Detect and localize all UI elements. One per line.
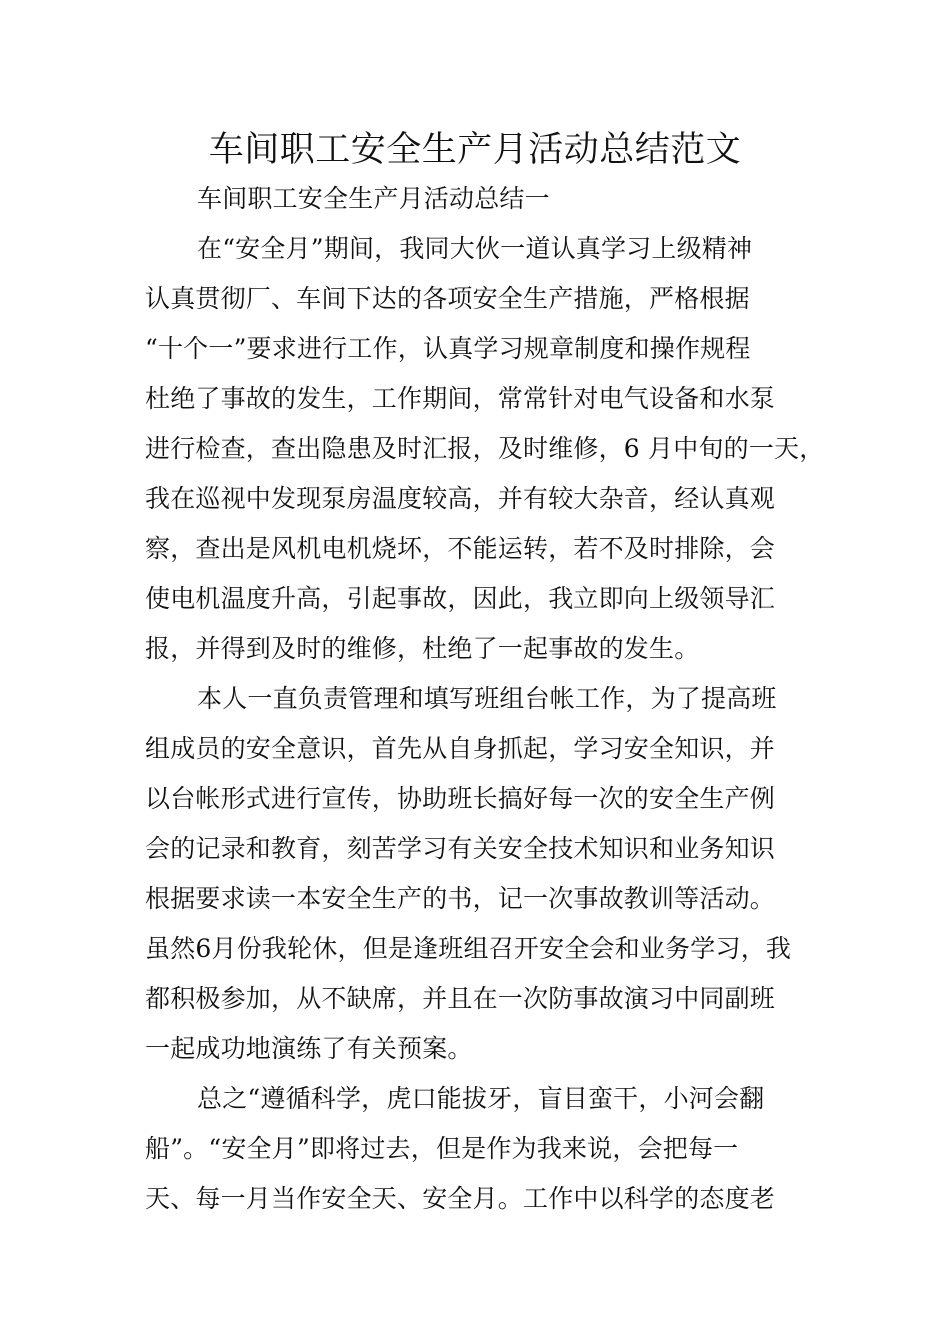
paragraph-line: 组成员的安全意识，首先从自身抓起，学习安全知识，并	[145, 734, 776, 763]
paragraph-line: 虽然6月份我轮休，但是逢班组召开安全会和业务学习，我	[145, 934, 792, 963]
paragraph-line: 杜绝了事故的发生，工作期间，常常针对电气设备和水泵	[145, 384, 776, 413]
paragraph-line: 以台帐形式进行宣传，协助班长搞好每一次的安全生产例	[145, 784, 776, 813]
paragraph-line: 察，查出是风机电机烧坏，不能运转，若不及时排除，会	[145, 534, 776, 563]
paragraph-line: 都积极参加，从不缺席，并且在一次防事故演习中同副班	[145, 984, 776, 1013]
paragraph-line: 在“安全月”期间，我同大伙一道认真学习上级精神	[197, 234, 753, 263]
paragraph-line: 会的记录和教育，刻苦学习有关安全技术知识和业务知识	[145, 834, 776, 863]
document-body	[145, 174, 825, 1224]
paragraph-line: 一起成功地演练了有关预案。	[145, 1034, 473, 1063]
paragraph-line: 天、每一月当作安全天、安全月。工作中以科学的态度老	[145, 1184, 776, 1213]
paragraph-line: “十个一”要求进行工作，认真学习规章制度和操作规程	[145, 334, 751, 363]
paragraph-line: 认真贯彻厂、车间下达的各项安全生产措施，严格根据	[145, 284, 750, 313]
document-title: 车间职工安全生产月活动总结范文	[208, 130, 742, 170]
section-heading: 车间职工安全生产月活动总结一	[197, 184, 550, 213]
paragraph-line: 总之“遵循科学，虎口能拔牙，盲目蛮干，小河会翻	[197, 1084, 765, 1113]
paragraph-line: 报，并得到及时的维修，杜绝了一起事故的发生。	[145, 634, 700, 663]
paragraph-line: 船”。“安全月”即将过去，但是作为我来说，会把每一	[145, 1134, 739, 1163]
paragraph-line: 使电机温度升高，引起事故，因此，我立即向上级领导汇	[145, 584, 776, 613]
paragraph-line: 进行检查，查出隐患及时汇报，及时维修，6 月中旬的一天，	[145, 434, 825, 463]
paragraph-line: 根据要求读一本安全生产的书，记一次事故教训等活动。	[145, 884, 776, 913]
paragraph-line: 本人一直负责管理和填写班组台帐工作，为了提高班	[197, 684, 777, 713]
paragraph-line: 我在巡视中发现泵房温度较高，并有较大杂音，经认真观	[145, 484, 776, 513]
